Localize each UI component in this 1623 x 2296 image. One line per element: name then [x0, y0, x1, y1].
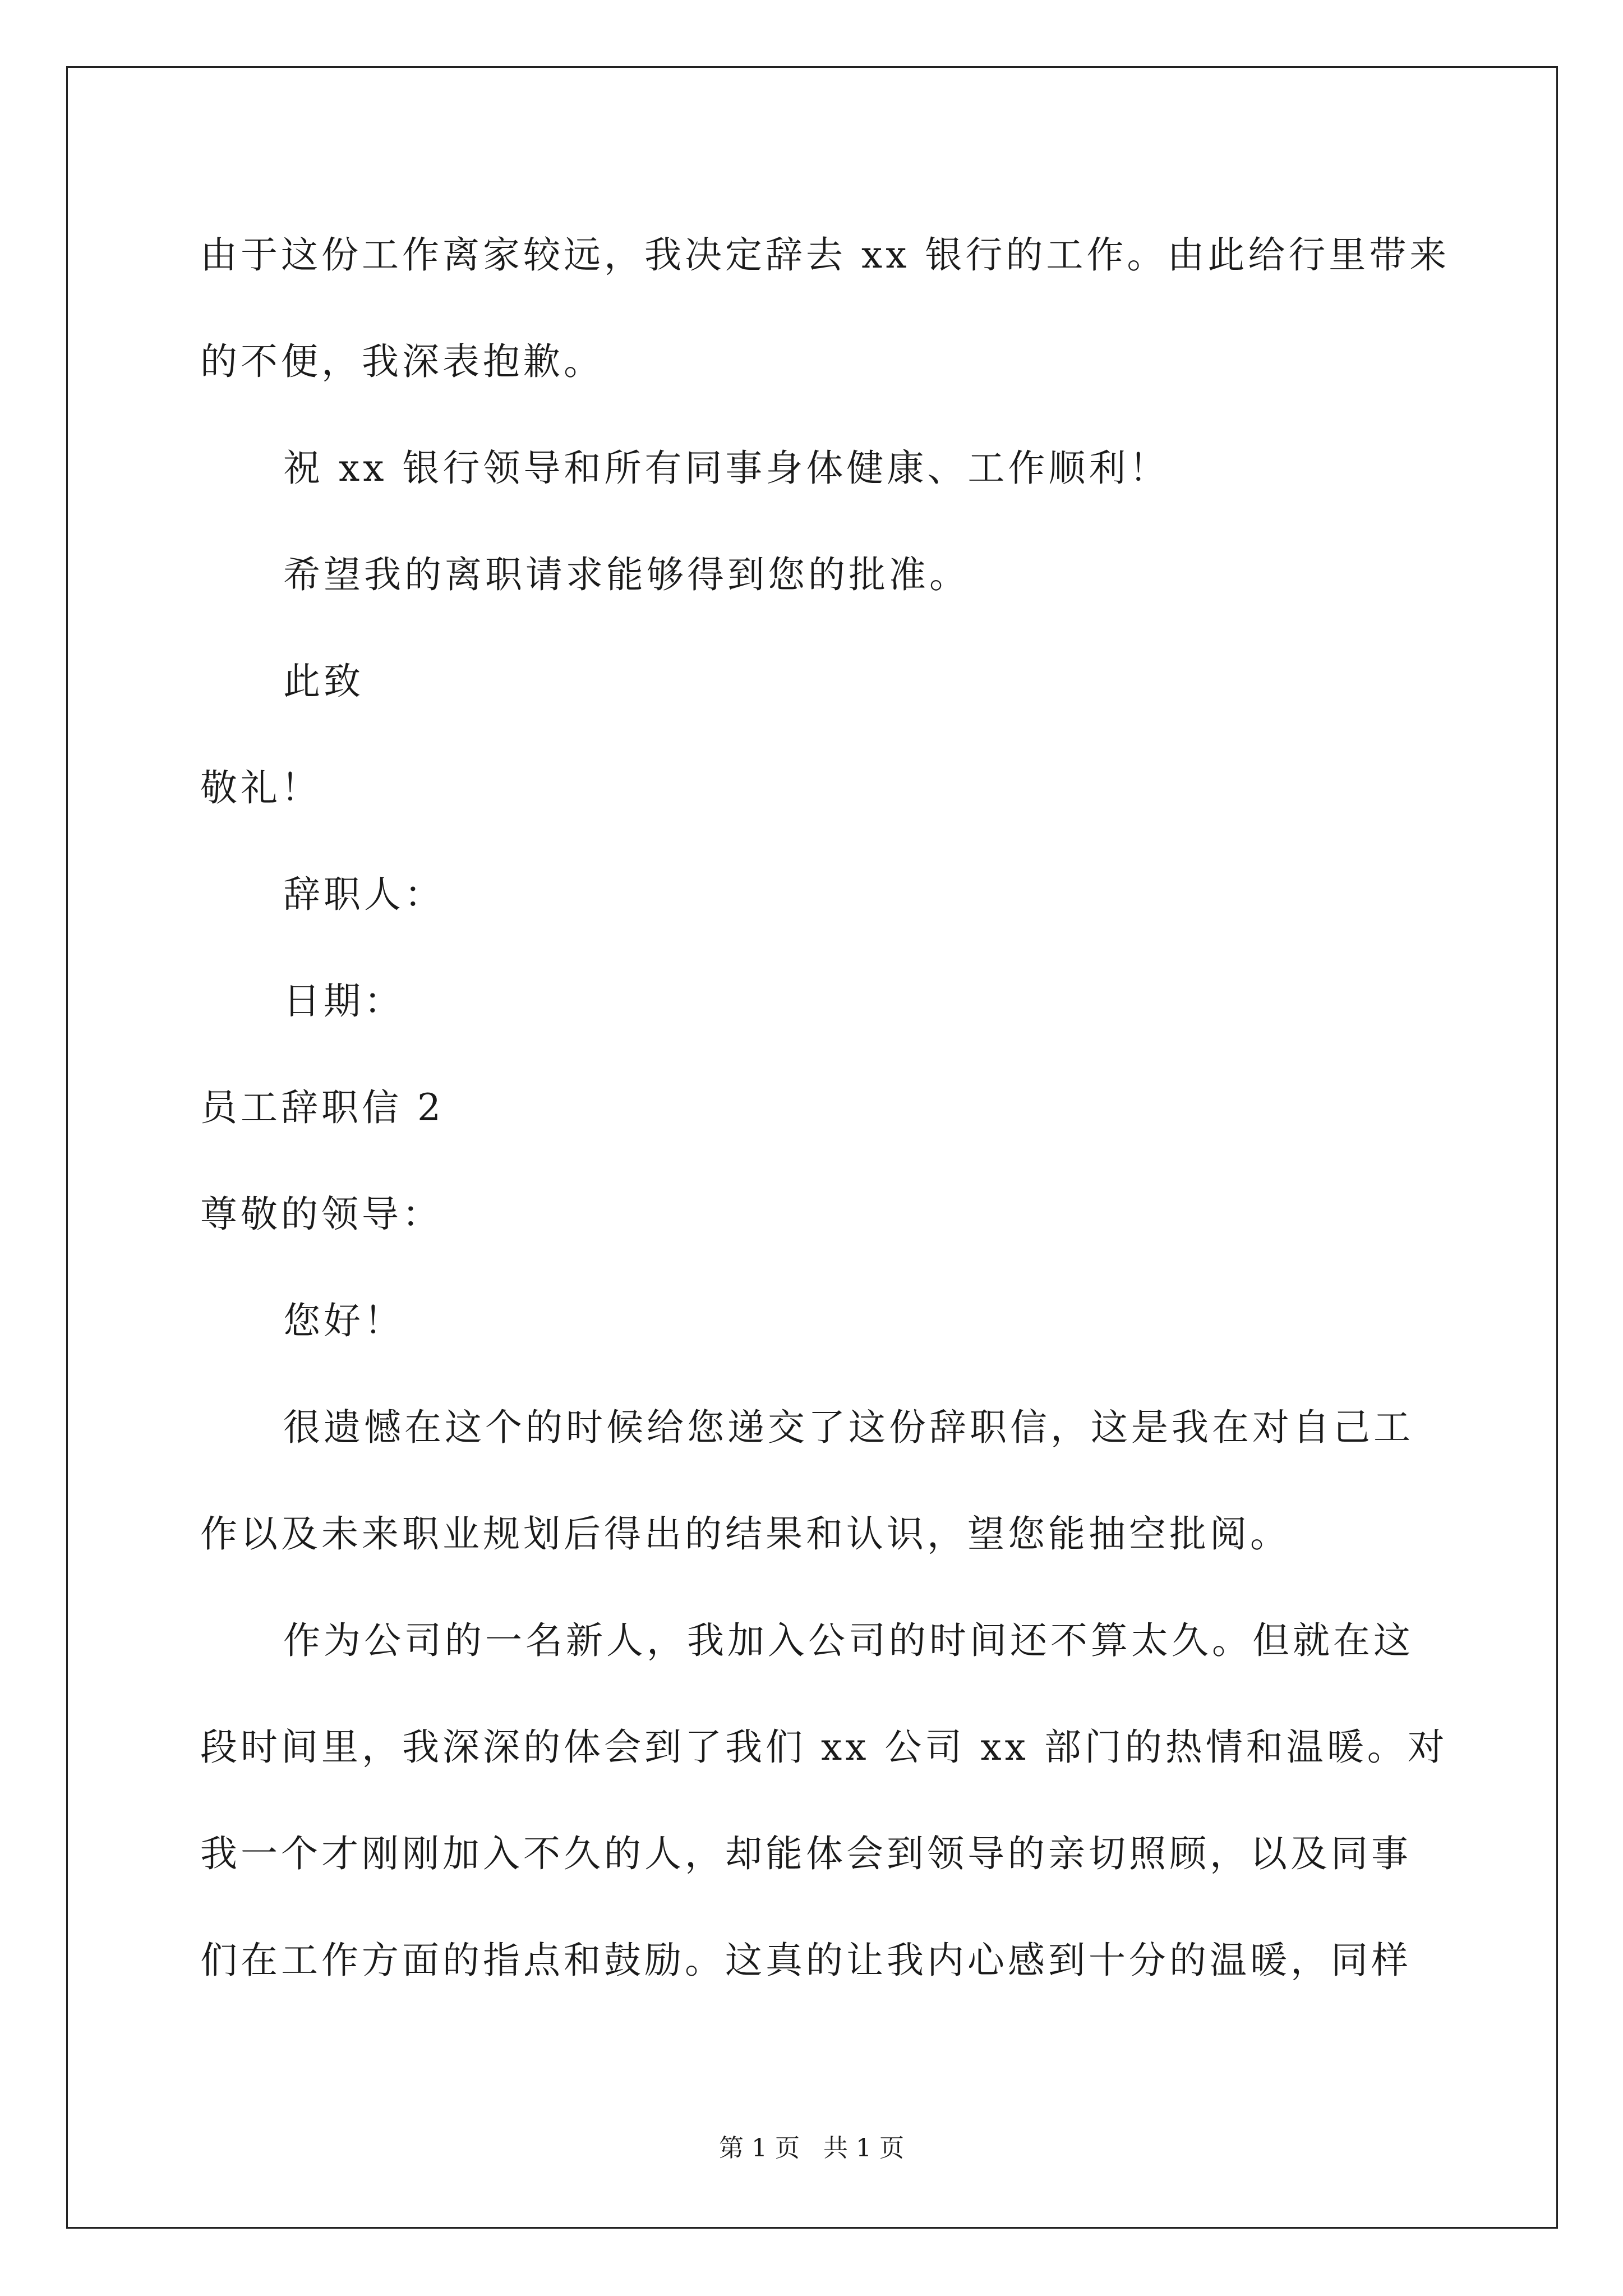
page-number: 第 1 页 [719, 2134, 800, 2162]
page-total: 共 1 页 [823, 2134, 904, 2162]
signature-label: 辞职人： [283, 873, 445, 916]
page-footer [0, 2132, 1623, 2165]
closing-salutation: 此致 [283, 660, 364, 703]
paragraph-line: 我一个才刚刚加入不久的人，却能体会到领导的亲切照顾，以及同事 [200, 1832, 1412, 1875]
paragraph-line: 段时间里，我深深的体会到了我们 xx 公司 xx 部门的热情和温暖。对 [200, 1726, 1448, 1769]
paragraph-line: 作为公司的一名新人，我加入公司的时间还不算太久。但就在这 [283, 1619, 1414, 1662]
section-title: 员工辞职信 2 [200, 1086, 444, 1129]
paragraph-line: 很遗憾在这个的时候给您递交了这份辞职信，这是我在对自己工 [283, 1406, 1414, 1449]
paragraph-line: 由于这份工作离家较远，我决定辞去 xx 银行的工作。由此给行里带来 [200, 233, 1450, 277]
paragraph-line: 希望我的离职请求能够得到您的批准。 [283, 553, 970, 596]
document-body [200, 202, 1450, 2014]
paragraph-line: 作以及未来职业规划后得出的结果和认识，望您能抽空批阅。 [200, 1512, 1290, 1556]
paragraph-line: 们在工作方面的指点和鼓励。这真的让我内心感到十分的温暖，同样 [200, 1939, 1412, 1982]
paragraph-line: 的不便，我深表抱歉。 [200, 340, 604, 383]
closing-regards: 敬礼！ [200, 766, 321, 809]
greeting-hello: 您好！ [283, 1299, 404, 1342]
greeting: 尊敬的领导： [200, 1193, 442, 1236]
paragraph-line: 祝 xx 银行领导和所有同事身体健康、工作顺利！ [283, 447, 1170, 490]
date-label: 日期： [283, 979, 404, 1023]
